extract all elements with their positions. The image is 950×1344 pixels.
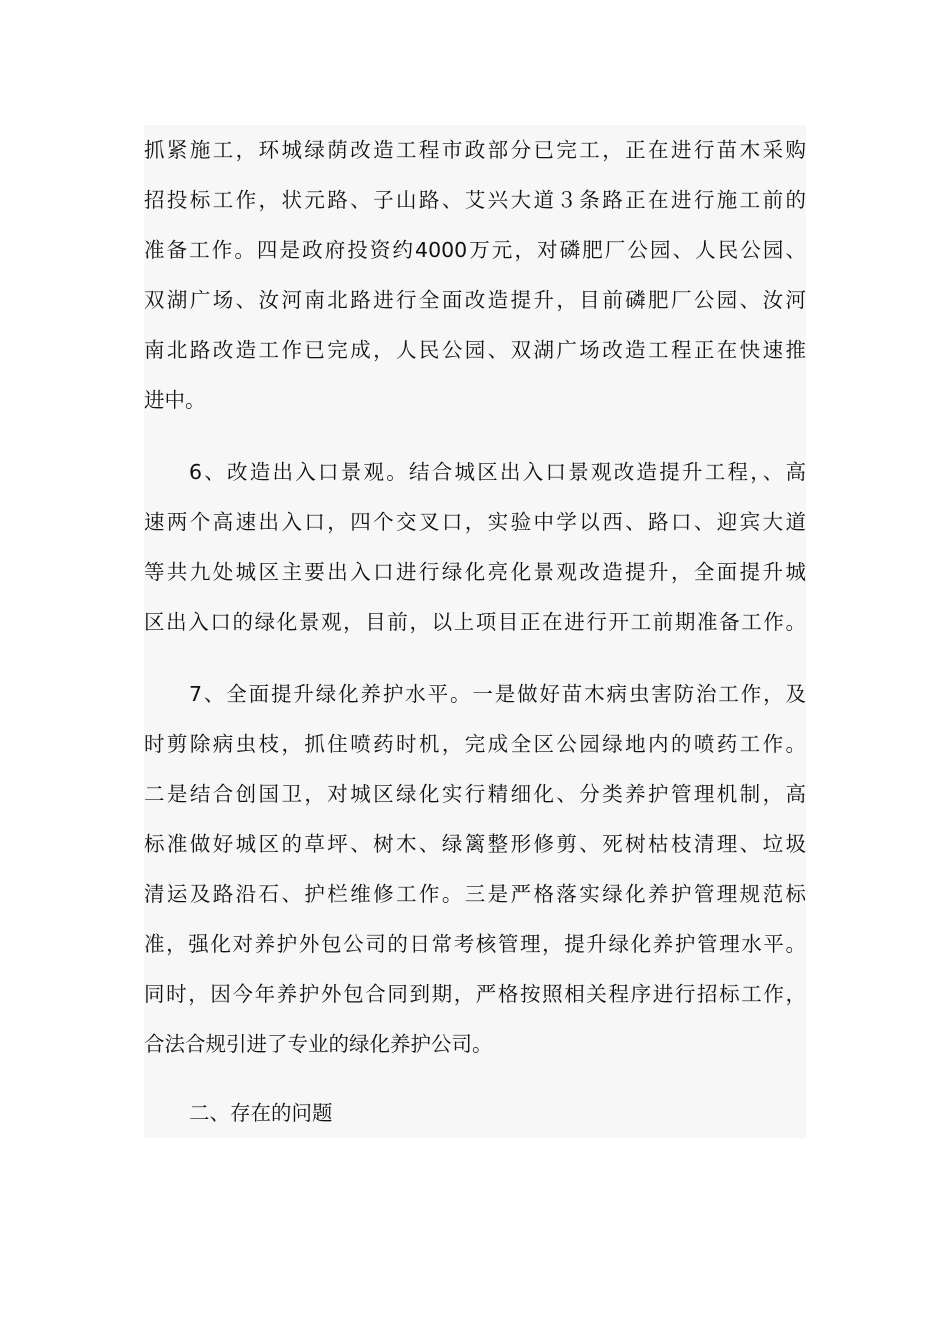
paragraph-3-line-7: 同时，因今年养护外包合同到期，严格按照相关程序进行招标工作，: [144, 982, 806, 1006]
paragraph-1-line-4: 双湖广场、汝河南北路进行全面改造提升，目前磷肥厂公园、汝河: [144, 288, 806, 312]
paragraph-1-line-6: 进中。: [144, 388, 206, 412]
paragraph-3-line-1: 7、全面提升绿化养护水平。一是做好苗木病虫害防治工作，及: [189, 682, 806, 706]
paragraph-2-line-1: 6、改造出入口景观。结合城区出入口景观改造提升工程，、高: [189, 460, 806, 484]
paragraph-2-line-3: 等共九处城区主要出入口进行绿化亮化景观改造提升，全面提升城: [144, 560, 806, 584]
paragraph-3-line-6: 准，强化对养护外包公司的日常考核管理，提升绿化养护管理水平。: [144, 932, 806, 956]
section-heading: 二、存在的问题: [189, 1101, 333, 1125]
paragraph-1-line-5: 南北路改造工作已完成，人民公园、双湖广场改造工程正在快速推: [144, 338, 806, 362]
paragraph-3-line-8: 合法合规引进了专业的绿化养护公司。: [144, 1032, 493, 1056]
paragraph-3-line-2: 时剪除病虫枝，抓住喷药时机，完成全区公园绿地内的喷药工作。: [144, 732, 806, 756]
paragraph-2-line-4: 区出入口的绿化景观，目前，以上项目正在进行开工前期准备工作。: [144, 610, 806, 634]
paragraph-3-line-5: 清运及路沿石、护栏维修工作。三是严格落实绿化养护管理规范标: [144, 882, 806, 906]
document-body: [144, 125, 806, 1138]
paragraph-1-line-3: 准备工作。四是政府投资约4000万元，对磷肥厂公园、人民公园、: [144, 238, 806, 262]
paragraph-2-line-2: 速两个高速出入口，四个交叉口，实验中学以西、路口、迎宾大道: [144, 510, 806, 534]
paragraph-3-line-3: 二是结合创国卫，对城区绿化实行精细化、分类养护管理机制，高: [144, 782, 806, 806]
paragraph-3-line-4: 标准做好城区的草坪、树木、绿篱整形修剪、死树枯枝清理、垃圾: [144, 832, 806, 856]
paragraph-1-line-2: 招投标工作，状元路、子山路、艾兴大道３条路正在进行施工前的: [144, 188, 806, 212]
paragraph-1-line-1: 抓紧施工，环城绿荫改造工程市政部分已完工，正在进行苗木采购: [144, 138, 806, 162]
